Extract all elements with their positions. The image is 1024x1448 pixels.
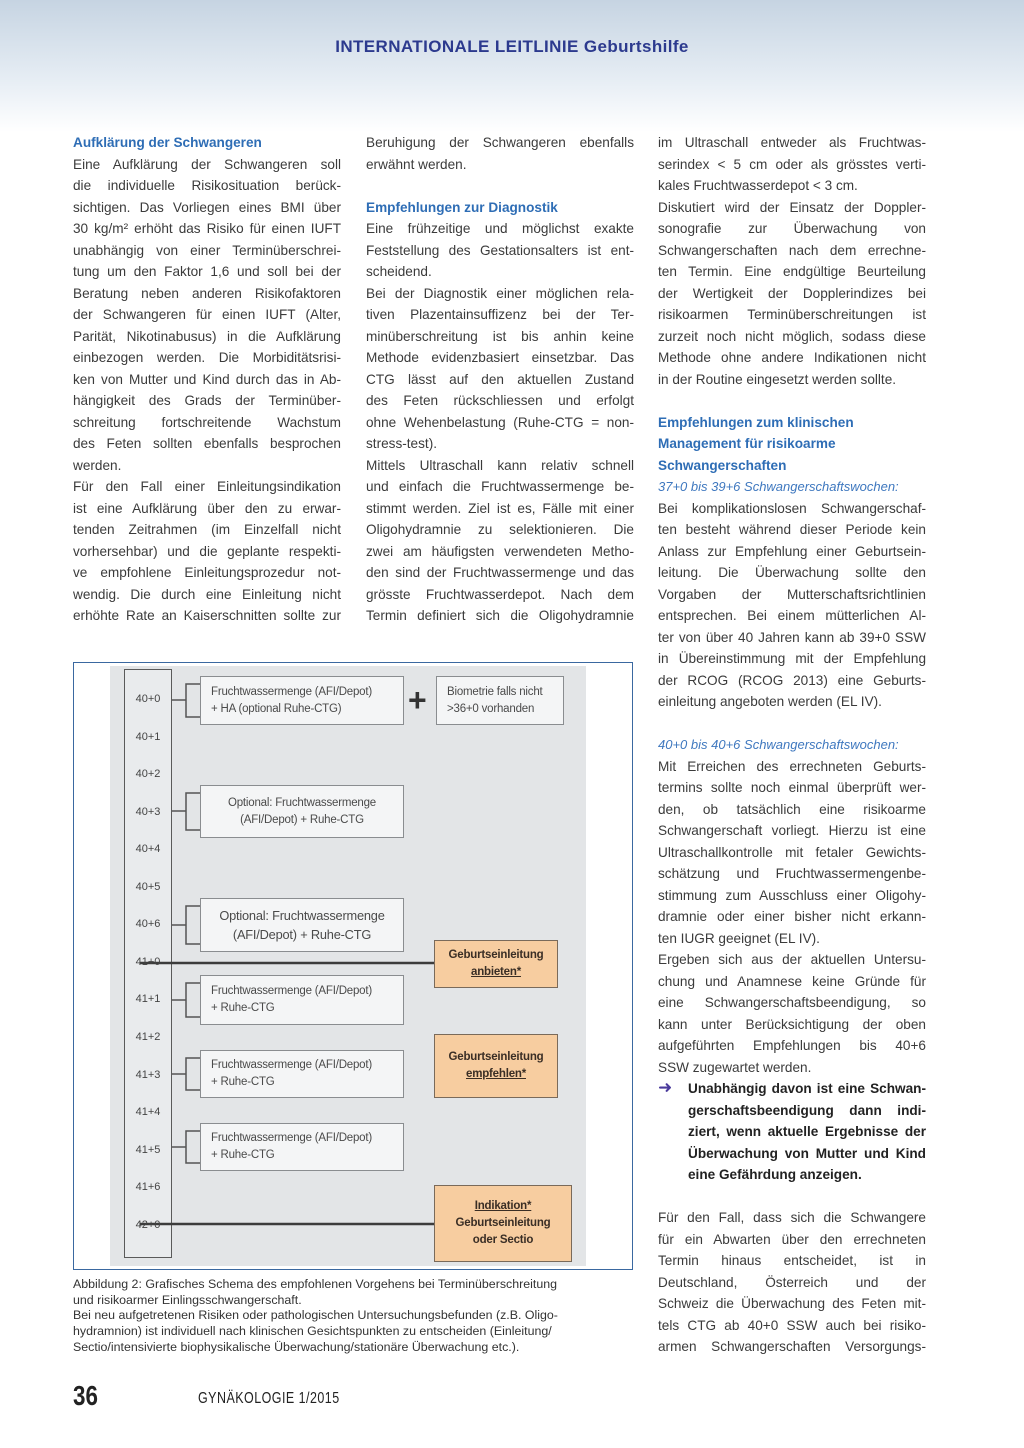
text-line: erwähnt werden. (366, 156, 467, 172)
text-line: chung und Anamnese keine Gründe für (658, 973, 926, 989)
box-line: (AFI/Depot) + Ruhe-CTG (240, 813, 364, 826)
text-line: aufgeführten Empfehlungen bis 40+6 (658, 1038, 926, 1053)
box-line: oder Sectio (472, 1234, 534, 1246)
box-geburtseinleitung-empfehlen (434, 1034, 558, 1098)
text-line: ten Termin. Eine endgültige Beurteilung (658, 264, 926, 279)
para-block (73, 476, 341, 627)
para-block (658, 756, 926, 950)
para-block (658, 1207, 926, 1358)
text-line: für ein Abwarten über den errechneten (658, 1231, 926, 1247)
text-line: Für den Fall, dass sich die Schwangere (658, 1210, 926, 1225)
text-line: Schwangerschaft vorliegt. Hierzu ist eine (658, 823, 926, 838)
page-number: 36 (73, 1380, 98, 1411)
text-line: vorhersehbar) und die geplante respekti- (73, 543, 341, 559)
text-line: ten besteht während dieser Periode kein (658, 522, 926, 537)
text-line: kales Fruchtwasserdepot < 3 cm. (658, 178, 858, 193)
week-label: 41+4 (135, 1106, 161, 1119)
text-line: eine Gefährdung anzeigen. (688, 1167, 862, 1182)
para-block (658, 498, 926, 713)
text-line: den sind der Fruchtwassermenge und das (366, 565, 634, 580)
text-line: Ergeben sich aus der aktuellen Untersu- (658, 952, 926, 967)
text-line: der Wertigkeit der Dopplerindizes bei (658, 285, 926, 301)
text-line: tels CTG ab 40+0 SSW auch bei risiko- (658, 1317, 926, 1333)
box-line: Fruchtwassermenge (AFI/Depot) (211, 1132, 373, 1144)
box-line: + HA (optional Ruhe-CTG) (211, 702, 342, 715)
text-line: Eine Aufklärung der Schwangeren soll (73, 156, 341, 172)
heading-block (73, 132, 341, 154)
text-line: Ultraschallkontrolle mit fetaler Gewichts- (658, 844, 926, 860)
text-line: termins sollte noch einmal überprüft wer- (658, 780, 926, 795)
caption-line: Sectio/intensivierte biophysikalische Überwachung/stationäre Überwachung etc.). (73, 1339, 520, 1354)
text-line: stimmung zum Ausschluss einer Oligohy- (658, 887, 926, 903)
text-line: den, ob tatsächlich eine risikoarme (658, 801, 926, 817)
para-block (366, 283, 634, 455)
text-line: SSW zugewartet werden. (658, 1059, 812, 1075)
text-line: stimmt werden. Ziel ist es, Fälle mit einer (366, 500, 634, 516)
week-label: 41+3 (135, 1068, 161, 1081)
box-line: Indikation* (474, 1200, 532, 1212)
text-line: leitung. Die Überwachung sollte den (658, 565, 926, 580)
bracket-box-6 (172, 983, 200, 1017)
box-line: Biometrie falls nicht (447, 685, 543, 698)
box-fruchtwassermenge-41-1 (200, 975, 404, 1025)
box-line: Geburtseinleitung (448, 1051, 544, 1063)
page-header-title: INTERNATIONALE LEITLINIE Geburtshilfe (335, 37, 689, 56)
text-line: Empfehlungen zum klinischen (658, 414, 854, 430)
subhead-block (658, 734, 926, 756)
text-line: wendig. Die durch eine Einleitung nicht (73, 586, 341, 602)
box-line: Optional: Fruchtwassermenge (227, 796, 376, 809)
text-line: zurzeit noch nicht möglich, sodass diese (658, 328, 926, 344)
arrow-right-icon: ➜ (658, 1078, 673, 1098)
box-line: + Ruhe-CTG (211, 1002, 275, 1014)
text-line: Beratung neben anderen Risikofaktoren (73, 285, 341, 301)
box-line: empfehlen* (466, 1068, 526, 1080)
text-line: zwei am häufigsten verwendeten Metho- (366, 543, 634, 559)
text-line: des Feten sollten ebenfalls besprochen (73, 436, 341, 451)
box-fruchtwassermenge-41-5 (200, 1123, 404, 1171)
journal-issue: GYNÄKOLOGIE 1/2015 (198, 1390, 340, 1407)
para-block (658, 197, 926, 391)
text-line: Bei komplikationslosen Schwangerschaf- (658, 500, 926, 516)
text-line: Diskutiert wird der Einsatz der Doppler- (658, 199, 926, 215)
text-line: und einfach die Fruchtwassermenge be- (366, 479, 634, 494)
text-line: gerschaftsbeendigung dann indi- (688, 1102, 926, 1118)
text-line: Beruhigung der Schwangeren ebenfalls (366, 135, 634, 150)
text-line: Vorgaben der Mutterschaftsrichtlinien (658, 586, 926, 602)
bracket-box-9 (172, 1131, 200, 1163)
header-band (0, 0, 1024, 132)
text-line: Bei der Diagnostik einer möglichen rela- (366, 285, 634, 301)
week-label: 40+2 (135, 768, 161, 781)
figure-frame (73, 662, 633, 1270)
week-label: 41+6 (135, 1181, 161, 1194)
text-line: Methode evidenzbasiert einsetzbar. Das (366, 350, 634, 365)
text-line: unabhängig von einer Terminüberschrei- (73, 242, 341, 258)
text-column-3 (658, 132, 926, 1358)
subhead-block (658, 476, 926, 498)
text-line: Schwangerschaften nach dem errechne- (658, 242, 926, 258)
week-label: 41+2 (135, 1030, 161, 1043)
text-line: schreitung fortschreitende Wachstum (73, 414, 341, 430)
text-line: serindex < 5 cm oder als grösstes verti- (658, 156, 926, 172)
week-label: 40+3 (135, 805, 161, 818)
bracket-box-3 (172, 793, 200, 830)
text-column-2 (366, 132, 634, 627)
week-label: 41+0 (135, 955, 161, 968)
text-line: Aufklärung der Schwangeren (73, 135, 262, 150)
text-line: Unabhängig davon ist eine Schwan- (688, 1081, 926, 1096)
text-line: Management für risikoarme (658, 436, 836, 451)
box-line: Optional: Fruchtwassermenge (219, 908, 385, 923)
text-line: stress-test). (366, 436, 437, 451)
plus-sign: + (408, 682, 427, 718)
heading-block (366, 197, 634, 219)
text-line: risikoarmen Terminüberschreitungen ist (658, 307, 926, 322)
text-line: Parität, Nikotinabusus) in die Aufklärung (73, 328, 341, 344)
text-line: ohne Wehenbelastung (Ruhe-CTG = non- (366, 414, 634, 430)
text-line: kann unter Berücksichtigung der oben (658, 1016, 926, 1032)
text-line: Schweiz die Überwachung des Feten mit- (658, 1296, 926, 1311)
text-line: dramnie oder einer bisher nicht erkann- (658, 909, 926, 924)
box-line: (AFI/Depot) + Ruhe-CTG (232, 927, 372, 942)
text-line: sichtigen. Das Vorliegen eines BMI über (73, 199, 341, 215)
week-label: 41+1 (135, 993, 161, 1006)
text-line: Oligohydramnie zu selektionieren. Die (366, 522, 634, 537)
caption-line: Bei neu aufgetretenen Risiken oder pathologischen Untersuchungsbefunden (z.B. Oligo- (73, 1308, 558, 1323)
text-column-1 (73, 132, 341, 627)
text-line: ken von Mutter und Kind durch das in Ab- (73, 371, 341, 387)
text-line: Feststellung des Gestationsalters ist ent- (366, 242, 634, 258)
text-line: ter von über 40 Jahren kann ab 39+0 SSW (658, 629, 926, 645)
caption-line: und risikoarmer Einlingsschwangerschaft. (73, 1292, 302, 1307)
text-line: Eine frühzeitige und möglichst exakte (366, 221, 634, 236)
text-line: Mittels Ultraschall kann relativ schnell (366, 457, 634, 473)
para-block (658, 132, 926, 197)
text-line: ist eine Aufklärung über den zu erwar- (73, 500, 341, 516)
box-line: Fruchtwassermenge (AFI/Depot) (211, 1059, 373, 1071)
box-line: + Ruhe-CTG (211, 1076, 275, 1088)
figure-caption (73, 1277, 673, 1356)
text-line: 30 kg/m² erhöht das Risiko für einen IUFT (73, 221, 341, 236)
text-line: tiven Plazentainsuffizenz bei der Ter- (366, 307, 634, 322)
text-line: Empfehlungen zur Diagnostik (366, 199, 558, 215)
text-line: Termin definiert sich die Oligohydramnie (366, 608, 634, 623)
text-line: Für den Fall einer Einleitungsindikation (73, 479, 341, 494)
text-line: tung um den Faktor 1,6 und soll bei der (73, 264, 341, 279)
para-block (73, 154, 341, 477)
para-block (366, 218, 634, 283)
caption-line: hydramnion) ist individuell nach klinischen Gesichtspunkten zu entscheiden (Einleitung/ (73, 1324, 552, 1339)
week-label: 40+6 (135, 918, 161, 931)
text-line: scheidend. (366, 264, 432, 279)
box-line: anbieten* (471, 966, 521, 978)
box-fruchtwassermenge-41-3 (200, 1050, 404, 1098)
text-line: ve empfohlene Einleitungsprozedur not- (73, 565, 341, 580)
box-line: >36+0 vorhanden (447, 702, 535, 715)
bracket-box-7 (172, 1058, 200, 1090)
week-label: 40+4 (135, 843, 161, 856)
text-line: des Feten rückschliessen und erfolgt (366, 393, 634, 408)
text-line: minüberschreitung ist bis anhin keine (366, 328, 634, 344)
text-line: Mit Erreichen des errechneten Geburts- (658, 758, 926, 774)
text-line: im Ultraschall entweder als Fruchtwas- (658, 135, 926, 150)
text-line: Anlass zur Empfehlung einer Geburtsein- (658, 543, 926, 559)
text-line: in der Routine eingesetzt werden sollte. (658, 371, 897, 387)
text-line: erhöhte Rate an Kaiserschnitten sollte zur (73, 608, 341, 623)
box-line: Geburtseinleitung (448, 949, 544, 961)
bracket-box-4 (172, 906, 200, 944)
text-line: sonografie zur Überwachung von (658, 221, 926, 236)
text-line: grösste Fruchtwasserdepot. Nach dem (366, 586, 634, 602)
text-line: der RCOG (RCOG 2013) eine Geburts- (658, 672, 926, 688)
text-line: in Übereinstimmung mit der Empfehlung (658, 651, 926, 666)
text-line: Überwachung von Mutter und Kind (688, 1145, 926, 1161)
week-label: 40+0 (135, 693, 161, 705)
text-line: werden. (73, 457, 122, 473)
box-line: Geburtseinleitung (455, 1217, 551, 1229)
week-label: 42+0 (135, 1218, 161, 1231)
text-line: eine Schwangerschaftsbeendigung, so (658, 995, 926, 1010)
text-line: schätzung und Fruchtwassermengenbe- (658, 866, 926, 881)
week-label: 41+5 (135, 1143, 161, 1156)
box-optional-2 (200, 898, 404, 952)
text-line: einbezogen werden. Die Morbiditätsrisi- (73, 350, 341, 365)
text-line: ziert, wenn aktuelle Ergebnisse der (688, 1124, 926, 1139)
text-line: armen Schwangerschaften Versorgungs- (658, 1339, 926, 1354)
box-fruchtwassermenge-ha (200, 676, 404, 725)
text-line: ten IUGR geeignet (EL IV). (658, 930, 820, 946)
text-line: Methode ohne andere Indikationen nicht (658, 350, 926, 365)
text-line: Schwangerschaften (658, 457, 787, 473)
box-line: Fruchtwassermenge (AFI/Depot) (211, 985, 373, 997)
text-line: einleitung angeboten werden (EL IV). (658, 694, 882, 709)
text-line: tenden Zeitrahmen (im Einzelfall nicht (73, 522, 341, 537)
para-block (366, 132, 634, 175)
text-line: der Schwangeren für einen IUFT (Alter, (73, 307, 341, 322)
para-block (366, 455, 634, 627)
box-indikation-sectio (434, 1185, 572, 1262)
text-line: Deutschland, Österreich und der (658, 1274, 926, 1290)
text-line: hängigkeit des Grads der Terminüber- (73, 393, 341, 408)
text-line: 40+0 bis 40+6 Schwangerschaftswochen: (658, 737, 899, 752)
text-line: CTG lässt auf den aktuellen Zustand (366, 371, 634, 387)
caption-line: Abbildung 2: Grafisches Schema des empfohlenen Vorgehens bei Terminüberschreitung (73, 1277, 557, 1291)
heading-block (658, 412, 926, 477)
box-optional-1 (200, 785, 404, 838)
para-block (658, 949, 926, 1078)
box-line: + Ruhe-CTG (211, 1149, 275, 1161)
bracket-box-1 (172, 684, 200, 717)
box-biometrie (436, 676, 564, 725)
box-line: Fruchtwassermenge (AFI/Depot) (211, 685, 373, 698)
box-geburtseinleitung-anbieten (434, 940, 558, 988)
text-line: Termin hinaus entscheidet, ist in (658, 1253, 926, 1268)
text-line: 37+0 bis 39+6 Schwangerschaftswochen: (658, 479, 899, 494)
week-label: 40+1 (135, 730, 161, 743)
bullet-block (658, 1078, 926, 1186)
text-line: entsprechen. Bei einem mütterlichen Al- (658, 608, 926, 623)
text-line: die individuelle Risikosituation berück- (73, 178, 341, 193)
week-label: 40+5 (135, 880, 161, 893)
